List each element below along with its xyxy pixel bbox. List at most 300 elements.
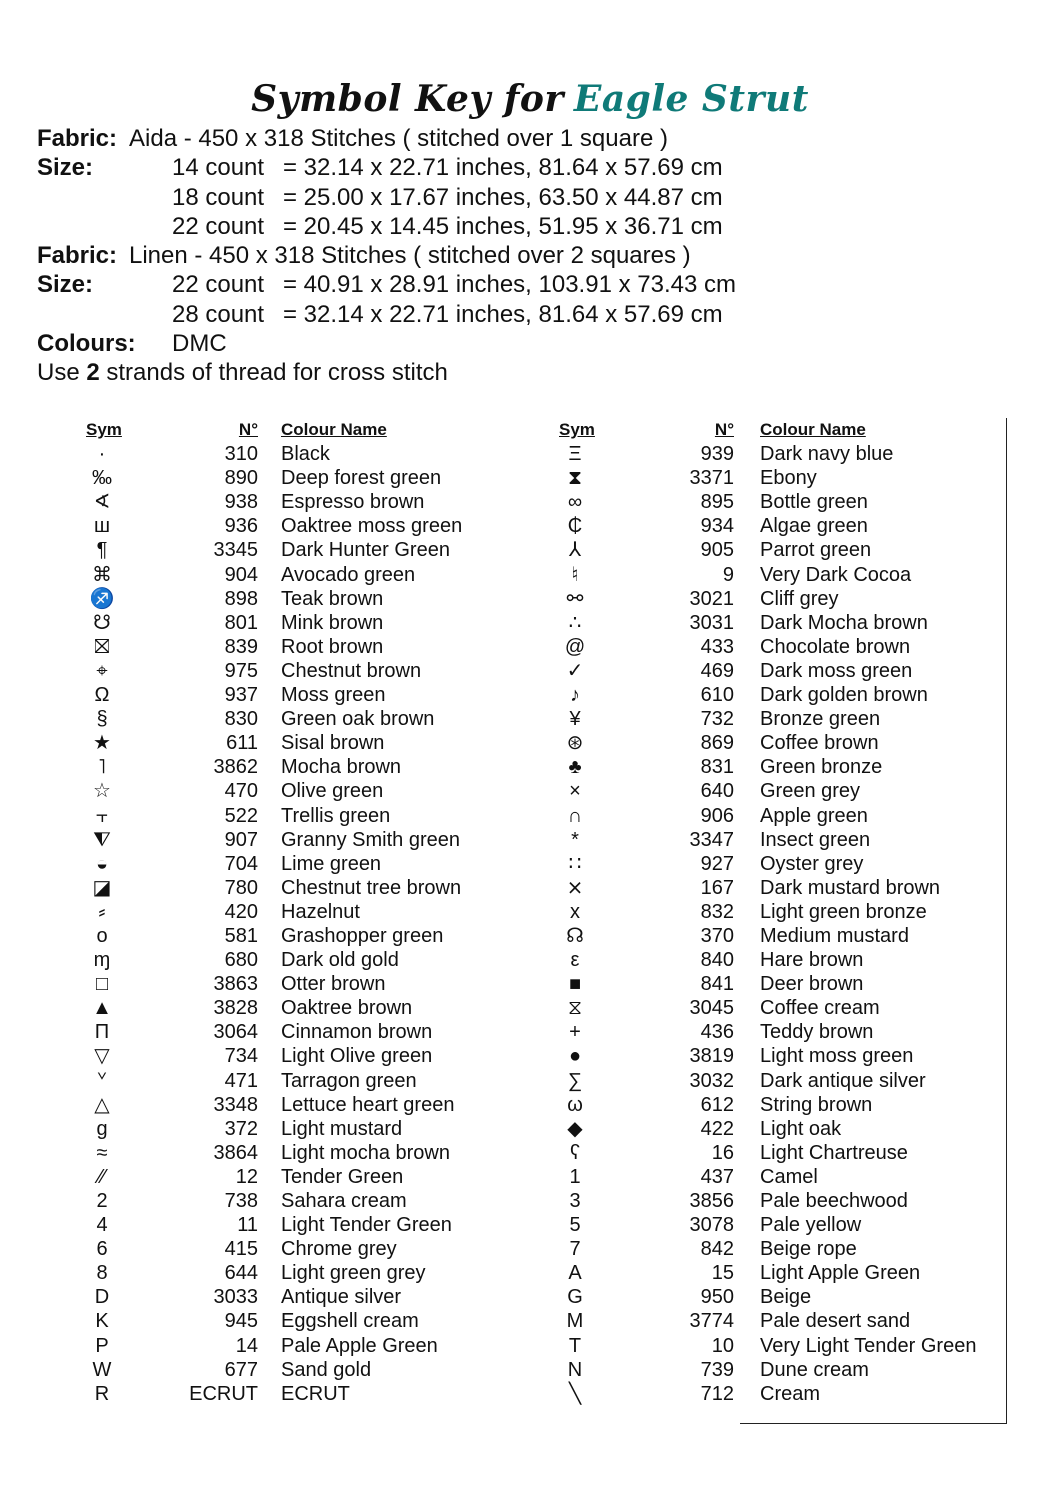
colour-name: Light mocha brown [281,1141,450,1164]
dmc-number: 610 [700,684,734,707]
dmc-number: 415 [224,1238,258,1261]
symbol-icon: ♣ [568,756,582,779]
title-prefix: Symbol Key for [251,78,564,120]
colour-name: Chestnut tree brown [281,876,462,899]
symbol-icon: ◆ [567,1117,583,1140]
colour-name: Hazelnut [281,900,360,923]
table-row [0,587,1060,611]
dmc-number: 370 [700,924,734,947]
symbol-icon: ʕ [570,1141,580,1164]
dmc-number: 3819 [689,1045,734,1068]
symbol-icon: ★ [93,732,111,755]
colour-name: Hare brown [760,949,864,972]
colour-name: Dark antique silver [760,1069,926,1092]
dmc-number: 9 [722,563,734,586]
symbol-icon: ш [93,515,111,538]
colour-name: Grashopper green [281,924,444,947]
table-row [0,1165,1060,1189]
symbol-icon: 3 [569,1190,581,1212]
symbol-icon: G [567,1286,583,1309]
dmc-number: 739 [700,1358,734,1381]
dmc-number: 3371 [689,467,734,490]
table-row [0,442,1060,466]
dmc-number: 712 [700,1382,734,1405]
symbol-icon: ◪ [92,876,112,899]
colour-name: Sisal brown [281,732,385,755]
pattern-name: Eagle Strut [573,78,809,120]
dmc-number: 16 [711,1141,734,1164]
symbol-icon: ╲ [568,1382,582,1405]
colour-name: Dark moss green [760,659,913,682]
colour-name: Mocha brown [281,756,402,779]
dmc-number: 3347 [689,828,734,851]
symbol-icon: N [567,1358,583,1381]
dmc-number: 839 [224,635,258,658]
colour-name: Dark old gold [281,949,399,972]
colour-name: Very Light Tender Green [760,1334,977,1357]
table-row [0,683,1060,707]
colour-name: Otter brown [281,973,386,996]
symbol-icon: ☆ [93,780,111,803]
dmc-number: 422 [700,1117,734,1140]
dmc-number: 522 [224,804,258,827]
table-row [0,635,1060,659]
size-dims: = 20.45 x 14.45 inches, 51.95 x 36.71 cm [283,212,723,240]
dmc-number: 471 [224,1069,258,1092]
dmc-number: 3045 [689,997,734,1020]
dmc-number: 14 [235,1334,258,1357]
symbol-icon: g [96,1117,108,1140]
colour-name: Black [281,443,330,466]
colour-name: Dark golden brown [760,684,928,707]
size-dims: = 32.14 x 22.71 inches, 81.64 x 57.69 cm [283,154,723,182]
table-row [0,1189,1060,1213]
table-row [0,707,1060,731]
table-row [0,1237,1060,1261]
symbol-icon: ∩ [567,804,583,827]
symbol-icon: ⅄ [568,539,582,562]
strands-count: 2 [86,359,100,387]
symbol-icon: K [95,1310,109,1333]
size-count: 22 count [172,271,265,299]
colour-name: Light oak [760,1117,842,1140]
colour-name: Tender Green [281,1165,404,1188]
dmc-number: 581 [224,924,258,947]
symbol-icon: ▲ [92,997,112,1020]
dmc-number: 3033 [213,1286,258,1309]
dmc-number: 680 [224,949,258,972]
colour-name: Lettuce heart green [281,1093,455,1116]
dmc-number: 945 [224,1310,258,1333]
colour-name: Ebony [760,467,817,490]
symbol-icon: ¶ [96,539,108,562]
symbol-icon: ⌘ [92,563,112,586]
colours-label: Colours: [37,330,136,358]
header-sym: Sym [86,420,122,439]
colour-name: Chocolate brown [760,635,911,658]
symbol-icon: ε [570,949,580,972]
symbol-icon: ∞ [567,491,583,514]
table-row [0,1044,1060,1068]
symbol-icon: ‰ [92,467,112,490]
header-number: N° [714,420,734,439]
dmc-number: 3348 [213,1093,258,1116]
colour-name: Light Chartreuse [760,1141,908,1164]
table-row [0,804,1060,828]
colour-name: Pale desert sand [760,1310,911,1333]
dmc-number: 644 [224,1262,258,1285]
colour-name: Cream [760,1382,821,1405]
fabric-aida-row [37,124,668,153]
table-row [0,466,1060,490]
symbol-icon: Π [94,1021,110,1044]
colour-name: Light green grey [281,1262,426,1285]
fabric-label: Fabric: [37,242,118,270]
colour-name: Sahara cream [281,1190,407,1212]
colour-name: Dark navy blue [760,443,894,466]
symbol-icon: T [568,1334,582,1357]
dmc-number: 3345 [213,539,258,562]
dmc-number: 734 [224,1045,258,1068]
table-row [0,996,1060,1020]
symbol-icon: ♪ [570,684,580,707]
header-colour-name: Colour Name [760,420,866,439]
fabric-info [37,124,736,388]
colour-name: Chrome grey [281,1238,397,1261]
dmc-number: 780 [224,876,258,899]
table-row [0,563,1060,587]
dmc-number: 907 [224,828,258,851]
dmc-number: 831 [700,756,734,779]
fabric-aida-value: Aida - 450 x 318 Stitches ( stitched over 1 square ) [129,125,668,152]
header-sym: Sym [559,420,595,439]
table-row [0,1213,1060,1237]
symbol-icon: A [568,1262,582,1285]
symbol-icon: □ [95,973,109,996]
dmc-number: 950 [700,1286,734,1309]
colour-name: Antique silver [281,1286,402,1309]
size-dims: = 32.14 x 22.71 inches, 81.64 x 57.69 cm [283,300,723,328]
colour-name: Deep forest green [281,467,442,490]
symbol-icon: ● [568,1045,582,1068]
symbol-icon: ☋ [93,611,111,634]
dmc-number: 732 [700,708,734,731]
colour-name: Root brown [281,635,384,658]
table-row [0,1382,1060,1406]
dmc-number: 640 [700,780,734,803]
colour-name: Lime green [281,852,382,875]
header-number: N° [238,420,258,439]
strands-pre: Use [37,359,87,387]
symbol-icon: ω [567,1093,583,1116]
symbol-icon: ¥ [569,708,581,731]
table-row [0,755,1060,779]
symbol-icon: § [96,708,108,731]
symbol-table-right [0,418,1060,1406]
symbol-icon: ⧖ [567,997,583,1020]
table-bottom-border [740,1423,1007,1424]
colours-row [37,329,448,358]
symbol-icon: * [571,828,579,851]
colour-name: Bottle green [760,491,868,514]
colour-name: Light moss green [760,1045,914,1068]
symbol-icon: R [94,1382,110,1405]
symbol-icon: △ [94,1093,110,1116]
aida-size-row [37,153,723,182]
dmc-number: 3031 [689,611,734,634]
symbol-icon: ⧨ [93,828,111,851]
symbol-icon: ∑ [567,1069,583,1092]
colour-name: Green bronze [760,756,883,779]
table-row [0,1358,1060,1382]
dmc-number: 842 [700,1238,734,1261]
colour-name: Dune cream [760,1358,869,1381]
size-count: 18 count [172,183,265,211]
symbol-icon: Ξ [568,443,582,466]
dmc-number: 906 [700,804,734,827]
colour-name: Oaktree moss green [281,515,463,538]
table-row [0,1285,1060,1309]
strands-note [37,358,448,387]
symbol-icon: 5 [569,1214,581,1237]
dmc-number: 612 [700,1093,734,1116]
symbol-icon: ♮ [571,563,579,586]
symbol-icon: 7 [569,1238,581,1261]
colour-name: Dark Hunter Green [281,539,450,562]
dmc-number: 437 [700,1165,734,1188]
size-count: 28 count [172,300,265,328]
colour-name: Dark mustard brown [760,876,941,899]
colours-value: DMC [172,330,227,358]
symbol-icon: ⸗ [98,900,106,923]
symbol-icon: ⨯ [566,876,584,899]
symbol-icon: + [569,1021,581,1044]
table-row [0,972,1060,996]
dmc-number: 436 [700,1021,734,1044]
table-row [0,1020,1060,1044]
strands-post: strands of thread for cross stitch [99,359,448,387]
table-row [0,876,1060,900]
symbol-icon: P [95,1334,109,1357]
colour-name: Beige [760,1286,812,1309]
dmc-number: 611 [226,732,258,755]
dmc-number: 904 [224,563,258,586]
colour-name: Insect green [760,828,871,851]
colour-name: Parrot green [760,539,872,562]
table-row [0,1141,1060,1165]
table-row [0,1069,1060,1093]
symbol-icon: x [570,900,580,923]
colour-name: Oaktree brown [281,997,413,1020]
linen-size-row [37,300,723,329]
table-row [0,1117,1060,1141]
size-dims: = 40.91 x 28.91 inches, 103.91 x 73.43 cm [283,271,736,299]
dmc-number: 3078 [689,1214,734,1237]
colour-name: Dark Mocha brown [760,611,928,634]
table-row [0,611,1060,635]
symbol-icon: ⧗ [567,467,583,490]
table-row [0,948,1060,972]
dmc-number: 3856 [689,1190,734,1212]
symbol-icon: 6 [96,1238,108,1261]
table-row [0,1309,1060,1333]
colour-name: Light Apple Green [760,1262,921,1285]
symbol-icon: ⫟ [95,804,109,827]
symbol-icon: W [92,1358,112,1381]
colour-name: Bronze green [760,708,881,731]
table-row [0,924,1060,948]
linen-size-row [37,270,736,299]
symbol-icon: ☊ [566,924,584,947]
symbol-icon: o [96,924,108,947]
dmc-number: 738 [224,1190,258,1212]
dmc-number: 372 [224,1117,258,1140]
symbol-icon: D [94,1286,110,1309]
page-title [0,78,1060,120]
dmc-number: 420 [224,900,258,923]
size-dims: = 25.00 x 17.67 inches, 63.50 x 44.87 cm [283,183,723,211]
colour-name: ECRUT [281,1382,350,1405]
symbol-icon: ɱ [93,949,111,972]
symbol-icon: ♐ [89,587,115,610]
dmc-number: 938 [224,491,258,514]
colour-name: Camel [760,1165,818,1188]
table-row [0,779,1060,803]
colour-name: Teak brown [281,587,384,610]
colour-name: Avocado green [281,563,416,586]
table-row [0,731,1060,755]
colour-name: Coffee brown [760,732,879,755]
colour-name: Eggshell cream [281,1310,419,1333]
colour-name: Trellis green [281,804,391,827]
table-row [0,659,1060,683]
symbol-icon: ⊛ [566,732,584,755]
table-row [0,538,1060,562]
aida-size-row [37,183,723,212]
symbol-icon: ∴ [568,611,582,634]
table-row [0,1334,1060,1358]
dmc-number: 927 [700,852,734,875]
colour-name: Teddy brown [760,1021,874,1044]
symbol-icon: 8 [96,1262,108,1285]
dmc-number: 840 [700,949,734,972]
colour-name: Pale beechwood [760,1190,908,1212]
dmc-number: 3021 [689,587,734,610]
table-row [0,490,1060,514]
symbol-icon: 2 [96,1190,108,1212]
colour-name: Sand gold [281,1358,372,1381]
size-count: 22 count [172,212,265,240]
dmc-number: 801 [224,611,258,634]
symbol-icon: 4 [96,1214,108,1237]
symbol-icon: Ω [94,684,110,707]
dmc-number: 704 [224,852,258,875]
colour-name: Cliff grey [760,587,839,610]
colour-name: Cinnamon brown [281,1021,433,1044]
dmc-number: 167 [700,876,734,899]
dmc-number: 3032 [689,1069,734,1092]
dmc-number: ECRUT [189,1382,258,1405]
colour-name: String brown [760,1093,873,1116]
symbol-icon: ∷ [568,852,582,875]
symbol-icon: · [98,443,106,466]
dmc-number: 470 [224,780,258,803]
dmc-number: 937 [224,684,258,707]
colour-name: Olive green [281,780,384,803]
colour-name: Mink brown [281,611,384,634]
dmc-number: 677 [224,1358,258,1381]
dmc-number: 3863 [213,973,258,996]
table-header [0,418,1060,442]
table-row [0,828,1060,852]
table-right-border [1006,418,1007,1424]
symbol-icon: ⌖ [96,659,108,682]
size-label: Size: [37,154,94,182]
dmc-number: 310 [224,443,258,466]
dmc-number: 939 [700,443,734,466]
table-row [0,1093,1060,1117]
colour-name: Chestnut brown [281,659,422,682]
colour-name: Algae green [760,515,868,538]
table-row [0,900,1060,924]
colour-name: Granny Smith green [281,828,460,851]
symbol-icon: 1 [569,1165,581,1188]
dmc-number: 832 [700,900,734,923]
dmc-number: 936 [224,515,258,538]
table-row [0,514,1060,538]
symbol-icon: ⚯ [566,587,584,610]
dmc-number: 890 [224,467,258,490]
colour-name: Pale Apple Green [281,1334,438,1357]
symbol-icon: × [569,780,581,803]
symbol-icon: ◒ [95,852,109,875]
colour-name: Pale yellow [760,1214,862,1237]
dmc-number: 898 [224,587,258,610]
fabric-label: Fabric: [37,125,118,152]
symbol-icon: ⁄⁄ [98,1165,106,1188]
size-count: 14 count [172,154,265,182]
symbol-icon: ∢ [93,491,111,514]
dmc-number: 3864 [213,1141,258,1164]
dmc-number: 830 [224,708,258,731]
colour-name: Green grey [760,780,861,803]
symbol-icon: ⛝ [94,635,110,658]
colour-name: Moss green [281,684,386,707]
symbol-icon: @ [564,635,586,658]
fabric-linen-row [37,241,691,270]
size-label: Size: [37,271,94,299]
fabric-linen-value: Linen - 450 x 318 Stitches ( stitched over 2 squares ) [129,242,691,270]
dmc-number: 3828 [213,997,258,1020]
symbol-icon: M [566,1310,584,1333]
colour-name: Light Tender Green [281,1214,452,1237]
dmc-number: 895 [700,491,734,514]
colour-name: Light green bronze [760,900,927,923]
dmc-number: 3774 [689,1310,734,1333]
header-colour-name: Colour Name [281,420,387,439]
colour-name: Oyster grey [760,852,864,875]
colour-name: Medium mustard [760,924,909,947]
dmc-number: 3862 [213,756,258,779]
table-row [0,1261,1060,1285]
colour-name: Apple green [760,804,868,827]
dmc-number: 934 [700,515,734,538]
aida-size-row [37,212,723,241]
symbol-icon: ≈ [96,1141,108,1164]
dmc-number: 3064 [213,1021,258,1044]
colour-name: Light mustard [281,1117,403,1140]
symbol-icon: ■ [568,973,582,996]
